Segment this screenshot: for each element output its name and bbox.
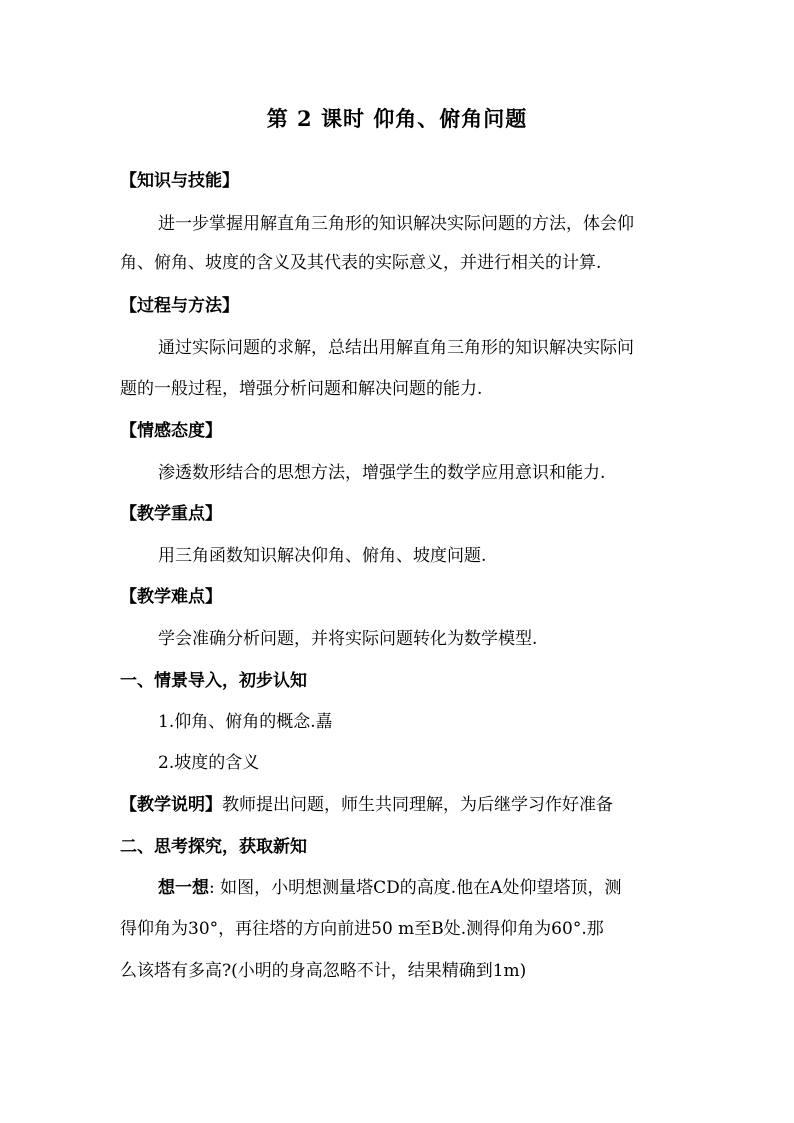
part2-line-1 [158,877,621,899]
difficulty-heading: 【教学难点】 [120,587,222,607]
part1-item-1-text: 1.仰角、俯角的概念. [158,712,316,732]
process-line-2: 题的一般过程，增强分析问题和解决问题的能力. [120,379,483,399]
teaching-note [120,794,613,816]
process-line-1: 通过实际问题的求解，总结出用解直角三角形的知识解决实际问 [158,338,634,358]
page-title: 第 2 课时 仰角、俯角问题 [266,106,528,131]
part2-line-1-text: : 如图，小明想测量塔CD的高度.他在A处仰望塔顶，测 [209,878,622,898]
key-point-line-1: 用三角函数知识解决仰角、俯角、坡度问题. [158,546,487,566]
part2-line-3: 么该塔有多高?(小明的身高忽略不计，结果精确到1m) [120,961,527,981]
teaching-note-text: 教师提出问题，师生共同理解，为后继学习作好准备 [222,795,613,815]
part1-item-2: 2.坡度的含义 [158,753,260,773]
key-point-heading: 【教学重点】 [120,504,222,524]
knowledge-line-1: 进一步掌握用解直角三角形的知识解决实际问题的方法，体会仰 [158,214,634,234]
difficulty-line-1: 学会准确分析问题，并将实际问题转化为数学模型. [158,629,538,649]
think-label: 想一想 [158,878,209,898]
part2-heading: 二、思考探究，获取新知 [120,837,307,857]
process-heading: 【过程与方法】 [120,296,239,316]
part1-heading: 一、情景导入，初步认知 [120,671,307,691]
teaching-note-label: 【教学说明】 [120,795,222,815]
part1-item-1 [158,711,333,733]
attitude-line-1: 渗透数形结合的思想方法，增强学生的数学应用意识和能力. [158,463,606,483]
knowledge-line-2: 角、俯角、坡度的含义及其代表的实际意义，并进行相关的计算. [120,253,602,273]
attitude-heading: 【情感态度】 [120,421,222,441]
part2-line-2: 得仰角为30°，再往塔的方向前进50 m至B处.测得仰角为60°.那 [120,919,604,939]
part1-item-1-glyph: 嚞 [315,712,333,732]
knowledge-heading: 【知识与技能】 [120,171,239,191]
